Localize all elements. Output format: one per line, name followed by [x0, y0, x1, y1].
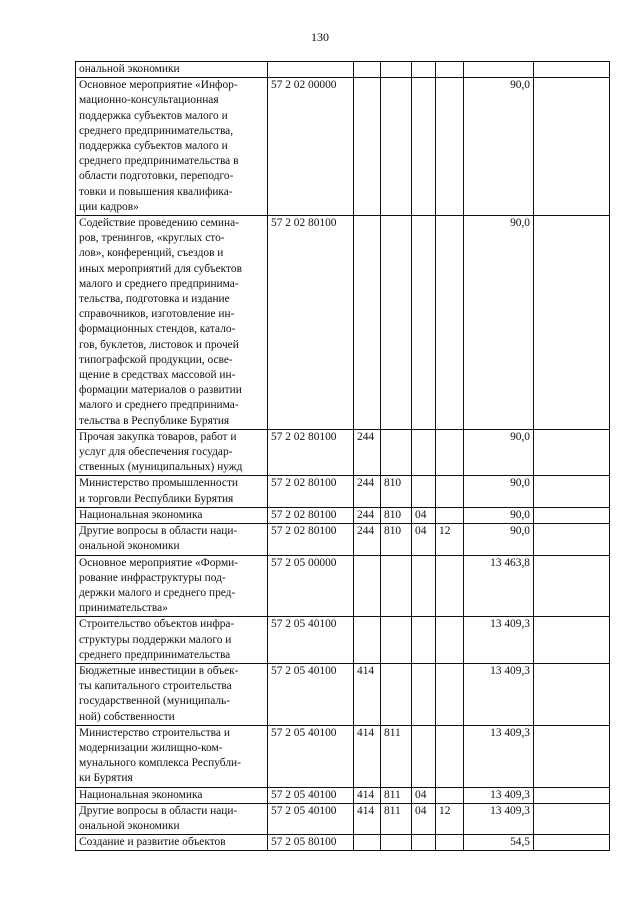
cell-expense-type	[354, 555, 381, 617]
cell-amount	[464, 62, 534, 78]
cell-amount: 13 409,3	[464, 803, 534, 834]
cell-ministry-code	[381, 555, 412, 617]
cell-subsection	[436, 62, 464, 78]
cell-subsection	[436, 663, 464, 725]
cell-empty	[534, 507, 610, 523]
cell-amount: 13 409,3	[464, 787, 534, 803]
cell-expense-type	[354, 835, 381, 851]
cell-section	[412, 835, 436, 851]
table-row	[76, 663, 610, 725]
budget-table	[75, 61, 610, 851]
cell-amount: 90,0	[464, 507, 534, 523]
cell-name: Другие вопросы в области наци- ональной экономики	[76, 803, 268, 834]
cell-empty	[534, 62, 610, 78]
cell-name: Министерство строительства и модернизации жилищно-ком- мунального комплекса Республи- ки Бурятия	[76, 725, 268, 787]
cell-name: Министерство промышленности и торговли Республики Бурятия	[76, 476, 268, 507]
cell-ministry-code: 811	[381, 725, 412, 787]
cell-expense-type: 244	[354, 476, 381, 507]
cell-subsection	[436, 725, 464, 787]
cell-subsection	[436, 429, 464, 476]
cell-name: ональной экономики	[76, 62, 268, 78]
table-row	[76, 524, 610, 555]
cell-target-article: 57 2 05 40100	[268, 787, 354, 803]
cell-expense-type: 414	[354, 725, 381, 787]
cell-ministry-code	[381, 429, 412, 476]
cell-amount: 13 409,3	[464, 663, 534, 725]
cell-ministry-code: 810	[381, 507, 412, 523]
cell-expense-type: 244	[354, 429, 381, 476]
table-row	[76, 787, 610, 803]
cell-name: Национальная экономика	[76, 507, 268, 523]
cell-section	[412, 476, 436, 507]
cell-ministry-code: 810	[381, 524, 412, 555]
cell-empty	[534, 725, 610, 787]
cell-section: 04	[412, 803, 436, 834]
cell-name: Бюджетные инвестиции в объек- ты капитального строительства государственной (муниципаль- ной) собственности	[76, 663, 268, 725]
cell-target-article: 57 2 05 00000	[268, 555, 354, 617]
cell-section	[412, 663, 436, 725]
cell-empty	[534, 663, 610, 725]
cell-subsection	[436, 507, 464, 523]
cell-expense-type: 414	[354, 787, 381, 803]
cell-amount: 90,0	[464, 216, 534, 430]
table-row	[76, 62, 610, 78]
cell-target-article: 57 2 02 00000	[268, 78, 354, 216]
cell-target-article	[268, 62, 354, 78]
cell-expense-type	[354, 62, 381, 78]
cell-name: Содействие проведению семина- ров, тренингов, «круглых сто- лов», конференций, съездов и иных мероприятий для субъектов малого и среднего предпринима- тельства, подготовка и издание справочников, изготовление ин- формационных стендов, катало- гов, буклетов, листовок и прочей типографской продукции, осве- щение в средствах массовой ин- формации материалов о развитии малого и среднего предпринима- тельства в Республике Бурятия	[76, 216, 268, 430]
cell-section	[412, 216, 436, 430]
cell-subsection: 12	[436, 803, 464, 834]
table-row	[76, 617, 610, 664]
table-row	[76, 78, 610, 216]
cell-empty	[534, 787, 610, 803]
cell-target-article: 57 2 02 80100	[268, 429, 354, 476]
cell-amount: 90,0	[464, 78, 534, 216]
table-row	[76, 429, 610, 476]
cell-target-article: 57 2 05 40100	[268, 663, 354, 725]
table-body	[76, 62, 610, 851]
cell-section: 04	[412, 507, 436, 523]
cell-section: 04	[412, 787, 436, 803]
cell-expense-type: 414	[354, 803, 381, 834]
cell-subsection	[436, 787, 464, 803]
table-row	[76, 555, 610, 617]
cell-name: Создание и развитие объектов	[76, 835, 268, 851]
cell-expense-type: 244	[354, 507, 381, 523]
cell-expense-type	[354, 78, 381, 216]
cell-empty	[534, 555, 610, 617]
cell-ministry-code: 811	[381, 803, 412, 834]
cell-target-article: 57 2 02 80100	[268, 524, 354, 555]
cell-ministry-code	[381, 663, 412, 725]
cell-amount: 54,5	[464, 835, 534, 851]
cell-section	[412, 617, 436, 664]
cell-ministry-code	[381, 78, 412, 216]
cell-expense-type: 244	[354, 524, 381, 555]
cell-subsection	[436, 78, 464, 216]
cell-empty	[534, 835, 610, 851]
cell-target-article: 57 2 02 80100	[268, 216, 354, 430]
cell-empty	[534, 78, 610, 216]
cell-section	[412, 78, 436, 216]
cell-name: Прочая закупка товаров, работ и услуг для обеспечения государ- ственных (муниципальных) нужд	[76, 429, 268, 476]
table-row	[76, 725, 610, 787]
cell-amount: 13 409,3	[464, 725, 534, 787]
cell-target-article: 57 2 05 40100	[268, 617, 354, 664]
cell-amount: 90,0	[464, 524, 534, 555]
cell-subsection: 12	[436, 524, 464, 555]
table-row	[76, 216, 610, 430]
cell-target-article: 57 2 05 80100	[268, 835, 354, 851]
page-number: 130	[311, 30, 329, 44]
cell-amount: 13 463,8	[464, 555, 534, 617]
table-row	[76, 803, 610, 834]
cell-expense-type	[354, 216, 381, 430]
cell-ministry-code	[381, 617, 412, 664]
cell-target-article: 57 2 05 40100	[268, 803, 354, 834]
cell-section	[412, 725, 436, 787]
cell-ministry-code	[381, 62, 412, 78]
cell-empty	[534, 476, 610, 507]
cell-name: Национальная экономика	[76, 787, 268, 803]
table-row	[76, 507, 610, 523]
cell-name: Основное мероприятие «Форми- рование инфраструктуры под- держки малого и среднего пред- принимательства»	[76, 555, 268, 617]
table-row	[76, 476, 610, 507]
cell-subsection	[436, 617, 464, 664]
cell-subsection	[436, 216, 464, 430]
cell-expense-type: 414	[354, 663, 381, 725]
cell-empty	[534, 524, 610, 555]
cell-name: Строительство объектов инфра- структуры поддержки малого и среднего предпринимательства	[76, 617, 268, 664]
cell-subsection	[436, 835, 464, 851]
cell-target-article: 57 2 05 40100	[268, 725, 354, 787]
cell-section	[412, 62, 436, 78]
cell-amount: 90,0	[464, 476, 534, 507]
cell-ministry-code: 811	[381, 787, 412, 803]
cell-subsection	[436, 555, 464, 617]
cell-target-article: 57 2 02 80100	[268, 476, 354, 507]
cell-empty	[534, 617, 610, 664]
cell-ministry-code: 810	[381, 476, 412, 507]
cell-section: 04	[412, 524, 436, 555]
cell-empty	[534, 803, 610, 834]
cell-target-article: 57 2 02 80100	[268, 507, 354, 523]
cell-section	[412, 555, 436, 617]
cell-section	[412, 429, 436, 476]
cell-subsection	[436, 476, 464, 507]
table-row	[76, 835, 610, 851]
cell-empty	[534, 216, 610, 430]
cell-name: Другие вопросы в области наци- ональной экономики	[76, 524, 268, 555]
cell-expense-type	[354, 617, 381, 664]
cell-empty	[534, 429, 610, 476]
cell-ministry-code	[381, 835, 412, 851]
cell-amount: 13 409,3	[464, 617, 534, 664]
cell-ministry-code	[381, 216, 412, 430]
cell-name: Основное мероприятие «Инфор- мационно-консультационная поддержка субъектов малого и среднего предпринимательства, поддержка субъектов малого и среднего предпринимательства в области подготовки, переподго- товки и повышения квалифика- ции кадров»	[76, 78, 268, 216]
cell-amount: 90,0	[464, 429, 534, 476]
